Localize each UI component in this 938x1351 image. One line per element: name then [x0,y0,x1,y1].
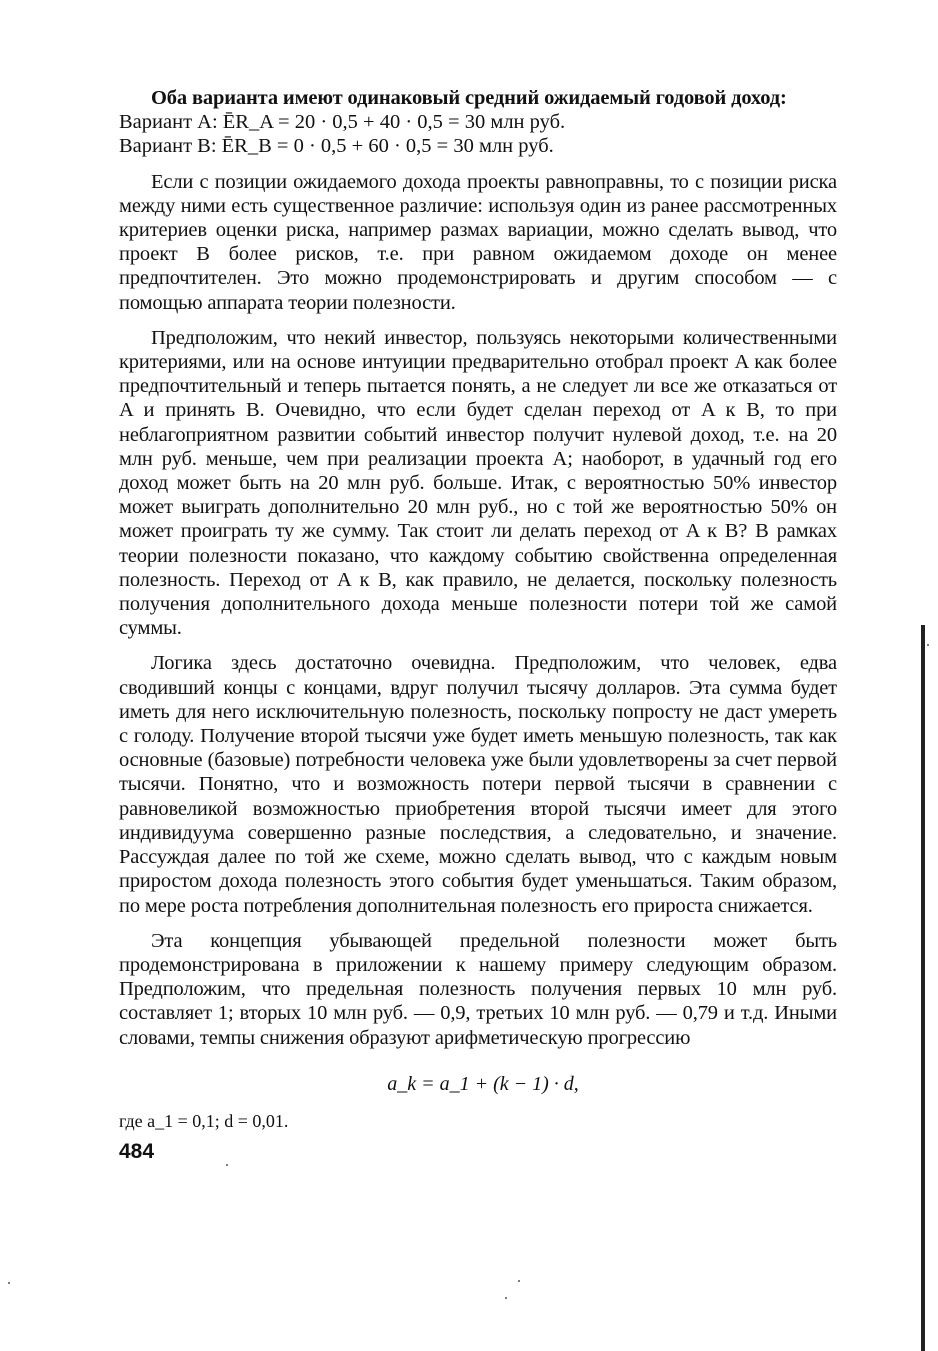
scan-speck [8,1282,10,1284]
scan-speck [505,1297,507,1299]
progression-formula: a_k = a_1 + (k − 1) · d, [387,1072,579,1095]
paragraph: Логика здесь достаточно очевидна. Предположим, что человек, едва сводивший концы с концами, вдруг получил тысячу долларов. Эта сумма будет иметь для него исключительную полезность, поскольку попросту не даст умереть с голоду. Получение второй тысячи уже будет иметь меньшую полезность, так как основные (базовые) потребности человека уже были удовлетворены за счет первой тысячи. Понятно, что и возможность потери первой тысячи в сравнении с равновеликой возможностью приобретения второй тысячи имеет для этого индивидуума совершенно разные последствия, а следовательно, и значение. Рассуждая далее по той же схеме, можно сделать вывод, что с каждым новым приростом дохода полезность этого события будет уменьшаться. Таким образом, по мере роста потребления дополнительная полезность его прироста снижается. [119,652,837,917]
intro-text: Оба варианта имеют одинаковый средний ожидаемый годовой доход: [151,87,787,109]
scan-speck [518,1280,520,1282]
formula-legend: где a_1 = 0,1; d = 0,01. [119,1110,289,1131]
variant-a-formula: Вариант A: ĒR_A = 20 · 0,5 + 40 · 0,5 = 30 млн руб. [119,111,566,134]
paragraph: Если с позиции ожидаемого дохода проекты равноправны, то с позиции риска между ними есть существенное различие: используя один из ранее рассмотренных критериев оценки риска, например размах вариации, можно сделать вывод, что проект B более рисков, т.е. при равном ожидаемом доходе он менее предпочтителен. Это можно продемонстрировать и другим способом — с помощью аппарата теории полезности. [119,170,837,314]
document-page [119,86,837,1164]
variant-b-formula: Вариант B: ĒR_B = 0 · 0,5 + 60 · 0,5 = 30 млн руб. [119,135,554,158]
page-number: 484 [119,1139,155,1163]
scan-edge-shadow [921,625,925,1351]
scan-speck [927,644,929,646]
paragraph: Предположим, что некий инвестор, пользуясь некоторыми количественными критериями, или на основе интуиции предварительно отобрал проект A как более предпочтительный и теперь пытается понять, а не следует ли все же отказаться от A и принять B. Очевидно, что если будет сделан переход от A к B, то при неблагоприятном развитии событий инвестор получит нулевой доход, т.е. на 20 млн руб. меньше, чем при реализации проекта A; наоборот, в удачный год его доход может быть на 20 млн руб. больше. Итак, с вероятностью 50% инвестор может выиграть дополнительно 20 млн руб., но с той же вероятностью 50% он может проиграть ту же сумму. Так стоит ли делать переход от A к B? В рамках теории полезности показано, что каждому событию свойственна определенная полезность. Переход от A к B, как правило, не делается, поскольку полезность получения дополнительного дохода меньше полезности потери той же самой суммы. [119,326,837,640]
paragraph: Эта концепция убывающей предельной полезности может быть продемонстрирована в приложении к нашему примеру следующим образом. Предположим, что предельная полезность получения первых 10 млн руб. составляет 1; вторых 10 млн руб. — 0,9, третьих 10 млн руб. — 0,79 и т.д. Иными словами, темпы снижения образуют арифметическую прогрессию [119,929,837,1049]
scan-speck [226,1164,228,1166]
